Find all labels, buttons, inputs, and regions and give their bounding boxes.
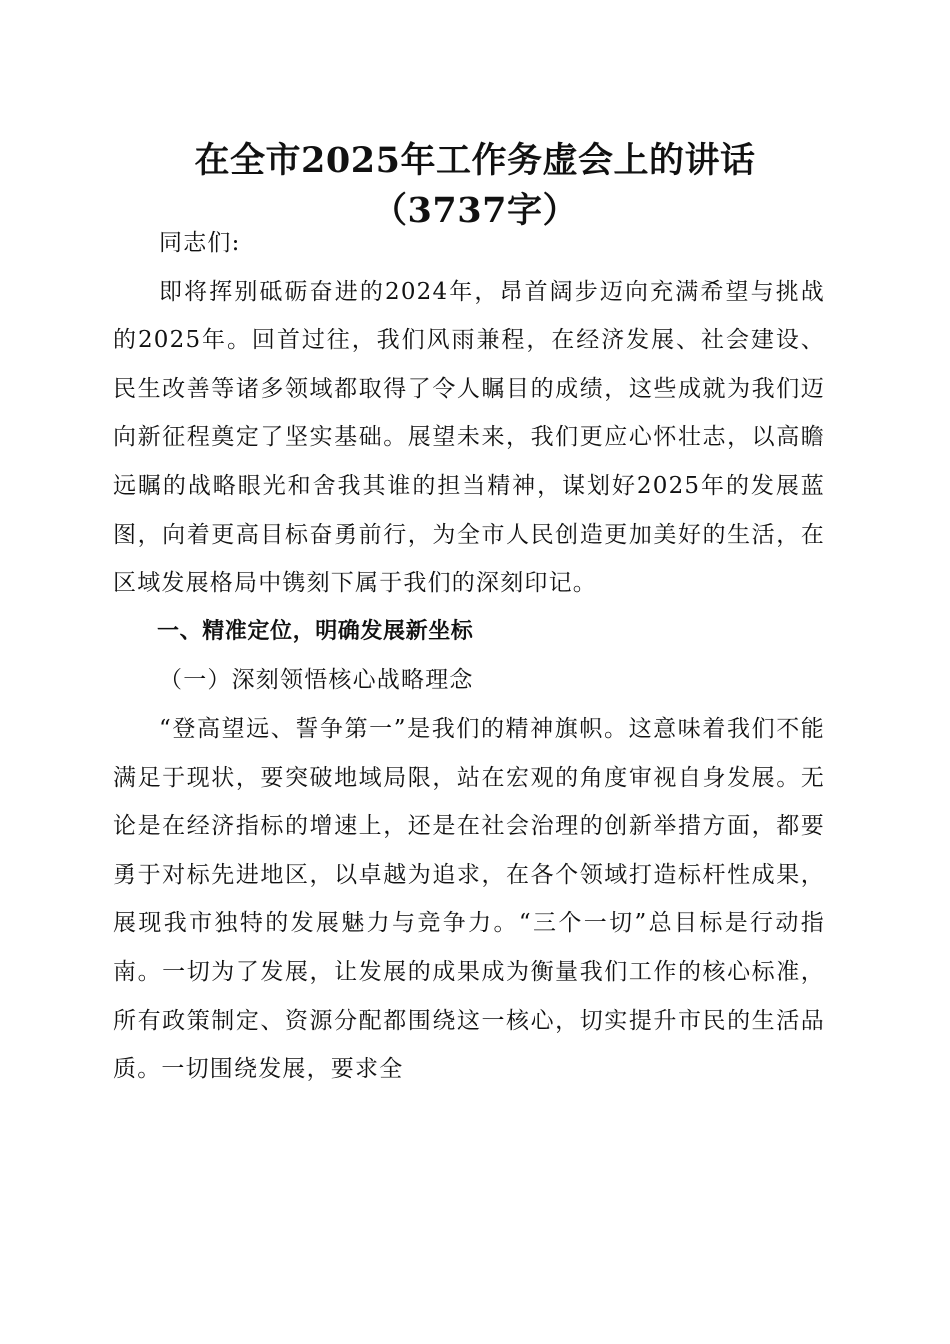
document-title: 在全市2025年工作务虚会上的讲话（3737字） xyxy=(194,140,756,231)
salutation: 同志们: xyxy=(159,230,241,256)
section-heading: 一、精准定位，明确发展新坐标 xyxy=(157,618,474,644)
body-paragraph: “登高望远、誓争第一”是我们的精神旗帜。这意味着我们不能满足于现状，要突破地域局限，站在宏观的角度审视自身发展。无论是在经济指标的增速上，还是在社会治理的创新举措方面，都要勇于对标先进地区，以卓越为追求，在各个领域打造标杆性成果，展现我市独特的发展魅力与竞争力。“三个一切”总目标是行动指南。一切为了发展，让发展的成果成为衡量我们工作的核心标准，所有政策制定、资源分配都围绕这一核心，切实提升市民的生活品质。一切围绕发展，要求全 xyxy=(113,715,825,1083)
subsection-heading: （一）深刻领悟核心战略理念 xyxy=(159,667,474,694)
intro-paragraph: 即将挥别砥砺奋进的2024年，昂首阔步迈向充满希望与挑战的2025年。回首过往，我们风雨兼程，在经济发展、社会建设、民生改善等诸多领域都取得了令人瞩目的成绩，这些成就为我们迈向新征程奠定了坚实基础。展望未来，我们更应心怀壮志，以高瞻远瞩的战略眼光和舍我其谁的担当精神，谋划好2025年的发展蓝图，向着更高目标奋勇前行，为全市人民创造更加美好的生活，在区域发展格局中镌刻下属于我们的深刻印记。 xyxy=(113,278,825,597)
document-body xyxy=(113,219,825,1094)
